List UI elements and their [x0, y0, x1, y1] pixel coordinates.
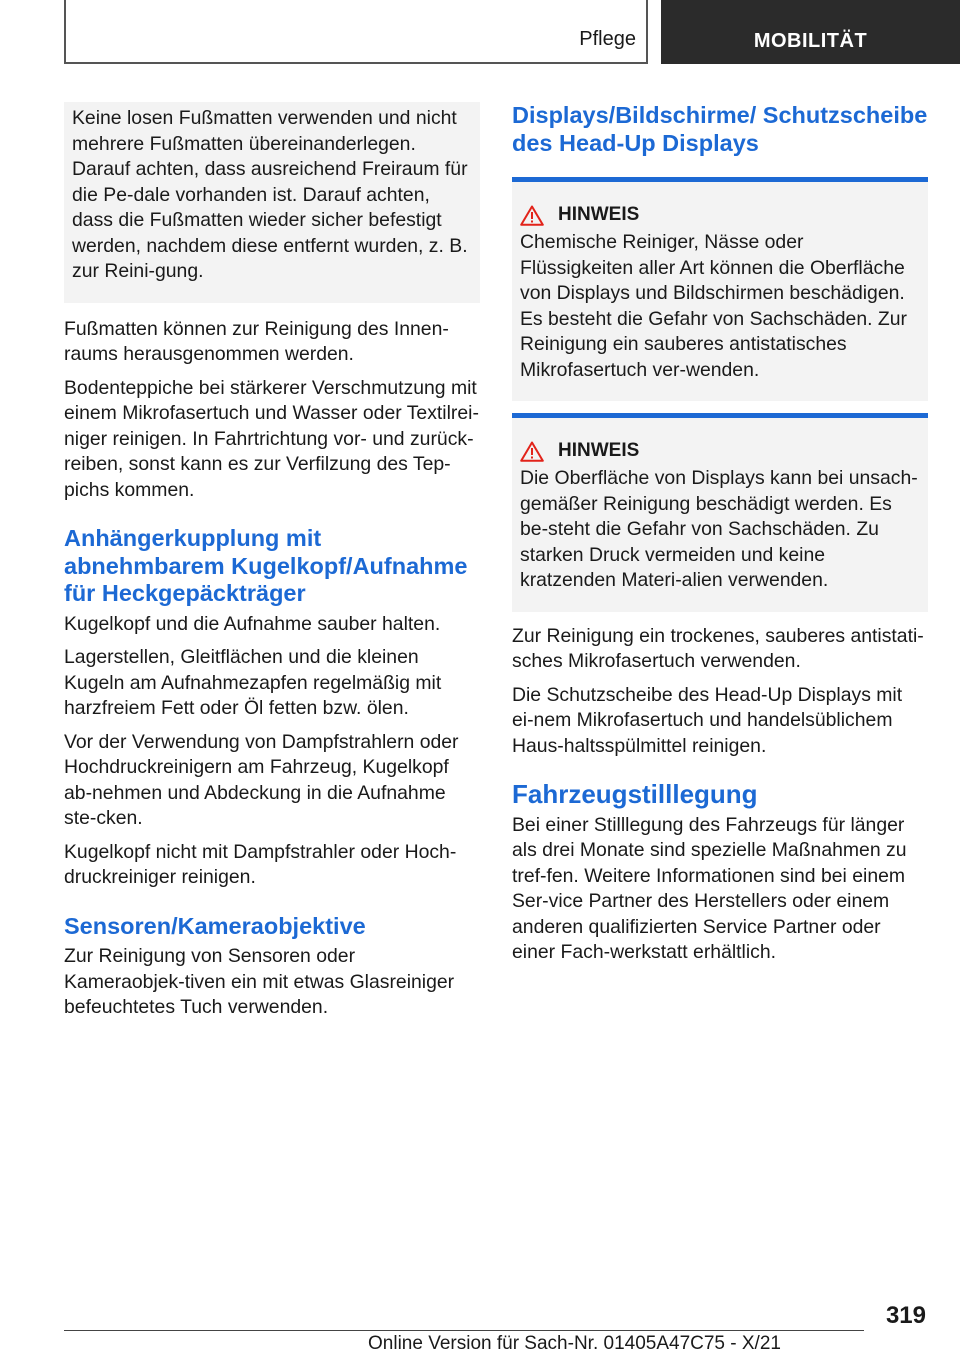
- heading-vehicle-storage: Fahrzeugstilllegung: [512, 779, 758, 809]
- header-section-title: Pflege: [579, 28, 636, 50]
- heading-sensors: Sensoren/Kameraobjektive: [64, 912, 366, 939]
- paragraph: Lagerstellen, Gleitflächen und die kleinen Kugeln am Aufnahmezapfen regelmäßig mit harzfreiem Fett oder Öl fetten bzw. ölen.: [64, 646, 442, 719]
- notice-box: [512, 177, 928, 401]
- info-box-text: Keine losen Fußmatten verwenden und nicht mehrere Fußmatten übereinanderlegen. Darauf achten, dass ausreichend Freiraum für die Pe-dale vorhanden ist. Darauf achten, dass die Fußmatten wieder sicher befestigt werden, nachdem diese entfernt wurden, z. B. zur Reini-gung.: [72, 107, 468, 282]
- notice-text: Chemische Reiniger, Nässe oder Flüssigkeiten aller Art können die Oberfläche von Displays und Bildschirmen beschädigen. Es besteht die Gefahr von Sachschäden. Zur Reinigung ein sauberes antistatisches Mikrofasertuch ver-wenden.: [520, 231, 907, 381]
- paragraph: Kugelkopf und die Aufnahme sauber halten.: [64, 612, 441, 635]
- right-column: [512, 102, 928, 974]
- warning-triangle-icon: [520, 205, 544, 226]
- paragraph: Die Schutzscheibe des Head-Up Displays mit ei-nem Mikrofasertuch und handelsüblichem Haus-haltsspülmittel reinigen.: [512, 683, 903, 757]
- notice-label: HINWEIS: [558, 204, 640, 225]
- paragraph: Bodenteppiche bei stärkerer Verschmutzung mit einem Mikrofasertuch und Wasser oder Textilrei-niger reinigen. In Fahrtrichtung vor- und zurück-reiben, sonst kann es zur Verfilzung des Tep-pichs kommen.: [64, 376, 479, 501]
- paragraph: Zur Reinigung ein trockenes, sauberes antistati-sches Mikrofasertuch verwenden.: [512, 624, 924, 672]
- heading-trailer-hitch: Anhängerkupplung mit abnehmbarem Kugelkopf/Aufnahme für Heckgepäckträger: [64, 525, 468, 606]
- left-column: [64, 102, 480, 1029]
- heading-displays: Displays/Bildschirme/ Schutzscheibe des Head-Up Displays: [512, 102, 928, 156]
- paragraph: Fußmatten können zur Reinigung des Innen-raums herausgenommen werden.: [64, 317, 449, 365]
- notice-text: Die Oberfläche von Displays kann bei unsach-gemäßer Reinigung beschädigt werden. Es be-steht die Gefahr von Sachschäden. Zu starken Druck vermeiden und keine kratzenden Materi-alien verwenden.: [520, 467, 918, 591]
- paragraph: Vor der Verwendung von Dampfstrahlern oder Hochdruckreinigern am Fahrzeug, Kugelkopf ab-nehmen und Abdeckung in die Aufnahme ste-cken.: [64, 730, 459, 829]
- header-frame: [64, 0, 648, 64]
- footer-version-text: Online Version für Sach-Nr. 01405A47C75 - X/21: [368, 1333, 781, 1354]
- paragraph: Kugelkopf nicht mit Dampfstrahler oder Hoch-druckreiniger reinigen.: [64, 840, 457, 888]
- page-number: 319: [885, 1302, 926, 1329]
- notice-box: [512, 413, 928, 612]
- notice-label: HINWEIS: [558, 440, 640, 461]
- warning-triangle-icon: [520, 441, 544, 462]
- notice-header: [520, 204, 920, 226]
- paragraph: Bei einer Stilllegung des Fahrzeugs für länger als drei Monate sind spezielle Maßnahmen zu tref-fen. Weitere Informationen sind bei einem Ser-vice Partner des Herstellers oder einem anderen qualifizierten Service Partner oder einer Fach-werkstatt erhältlich.: [512, 813, 907, 963]
- header-chapter-tab: MOBILITÄT: [661, 0, 960, 64]
- info-box: [64, 102, 480, 303]
- paragraph: Zur Reinigung von Sensoren oder Kameraobjek-tiven ein mit etwas Glasreiniger befeuchtetes Tuch verwenden.: [64, 945, 455, 1018]
- notice-header: [520, 440, 920, 462]
- footer-divider: [64, 1330, 864, 1331]
